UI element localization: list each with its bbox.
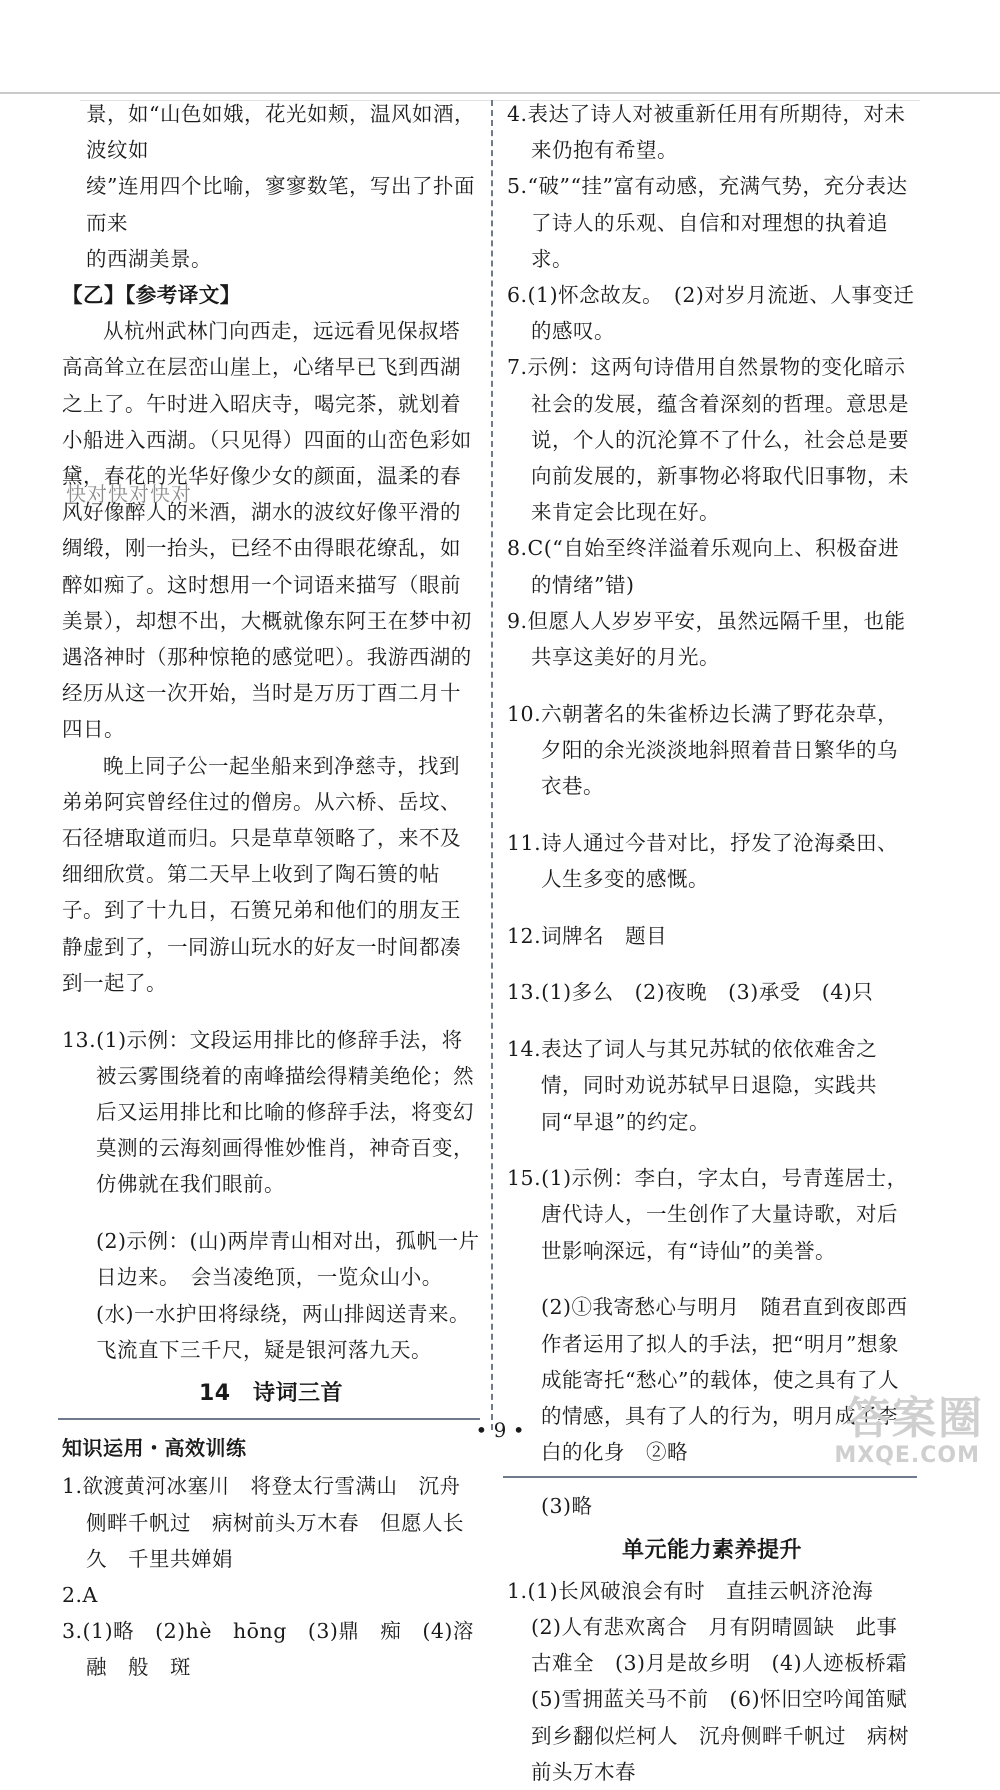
answer-item: 11.诗人通过今昔对比，抒发了沧海桑田、人生多变的感慨。	[507, 830, 899, 892]
answer-item: 6.(1)怀念故友。 (2)对岁月流逝、人事变迁的感叹。	[507, 283, 915, 344]
translation-paragraph: 晚上同子公一起坐船来到净慈寺，找到弟弟阿宾曾经住过的僧房。从六桥、岳坟、石径塘取道而归。只是草草领略了，来不及细细欣赏。第二天早上收到了陶石篑的帖子。到了十九日，石篑兄弟和他们的朋友王静虚到了，一同游山玩水的好友一时间都凑到一起了。	[62, 753, 461, 995]
page-number: • 9 •	[475, 1418, 525, 1442]
unit-title: 单元能力素养提升	[621, 1537, 802, 1563]
q15-part2: (2)①我寄愁心与明月 随君直到夜郎西 作者运用了拟人的手法，把“明月”想象成能寄托“愁心”的载体，使之具有了人的情感，具有了人的行为，明月成了李白的化身 ②略	[541, 1295, 929, 1465]
subheading: 知识运用・高效训练	[62, 1436, 247, 1461]
answer-item: 10.六朝著名的朱雀桥边长满了野花杂草，夕阳的余光淡淡地斜照着昔日繁华的乌衣巷。	[507, 701, 899, 799]
answer-item: 1.(1)长风破浪会有时 直挂云帆济沧海 (2)人有悲欢离合 月有阴晴圆缺 此事古难全 (3)月是故乡明 (4)人迹板桥霜 (5)雪拥蓝关马不前 (6)怀旧空吟闻笛赋 到乡翻似烂柯人 沉舟侧畔千帆过 病树前头万木春	[507, 1578, 929, 1784]
answer-item: 2.A	[62, 1582, 98, 1607]
top-rule	[0, 92, 1000, 94]
intro-line: 景，如“山色如娥，花光如颊，温风如酒，波纹如	[86, 102, 475, 163]
watermark-text: 快对快对快对	[66, 482, 192, 506]
site-logo	[784, 1382, 984, 1472]
section-separator	[503, 1476, 917, 1478]
q13-part2: (2)示例：(山)两岸青山相对出，孤帆一片日边来。 会当凌绝顶，一览众山小。	[96, 1229, 480, 1290]
section-title: 14 诗词三首	[198, 1380, 344, 1406]
q13-part3: (水)一水护田将绿绕，两山排闼送青来。	[96, 1301, 470, 1326]
column-divider	[491, 100, 493, 1430]
right-column	[507, 96, 929, 1790]
answer-item: 7.示例：这两句诗借用自然景物的变化暗示社会的发展，蕴含着深刻的哲理。意思是说，个人的沉沦算不了什么，社会总是要向前发展的，新事物必将取代旧事物，未来肯定会比现在好。	[507, 355, 909, 525]
answer-item: 3.(1)略 (2)hè hōng (3)鼎 痴 (4)溶 融 般 斑	[62, 1619, 495, 1680]
q15-part3: (3)略	[541, 1494, 593, 1519]
intro-line: 的西湖美景。	[86, 246, 212, 271]
answer-item: 8.C(“自始至终洋溢着乐观向上、积极奋进的情绪”错)	[507, 536, 900, 597]
answer-item: 1.欲渡黄河冰塞川 将登太行雪满山 沉舟侧畔千帆过 病树前头万木春 但愿人长久 千里共婵娟	[62, 1474, 464, 1571]
answer-item: 15.(1)示例：李白，字太白，号青莲居士，唐代诗人，一生创作了大量诗歌，对后世影响深远，有“诗仙”的美誉。	[507, 1166, 908, 1263]
logo-text: 答案圈	[846, 1393, 984, 1444]
q13-part1: (1)示例：文段运用排比的修辞手法，将被云雾围绕着的南峰描绘得精美绝伦；然后又运用排比和比喻的修辞手法，将变幻莫测的云海刻画得惟妙惟肖，神奇百变，仿佛就在我们眼前。	[96, 1027, 474, 1197]
answer-item: 5.“破”“挂”富有动感，充满气势，充分表达了诗人的乐观、自信和对理想的执着追求。	[507, 174, 908, 271]
answer-item: 9.但愿人人岁岁平安，虽然远隔千里，也能共享这美好的月光。	[507, 608, 906, 670]
question-number: 13.	[62, 1027, 97, 1052]
answer-item: 13.(1)多么 (2)夜晚 (3)承受 (4)只	[507, 980, 874, 1005]
intro-line: 绫”连用四个比喻，寥寥数笔，写出了扑面而来	[86, 174, 475, 235]
translation-paragraph: 从杭州武林门向西走，远远看见保叔塔高高耸立在层峦山崖上，心绪早已飞到西湖之上了。午时进入昭庆寺，喝完茶，就划着小船进入西湖。（只见得）四面的山峦色彩如黛，春花的光华好像少女的颜面，温柔的春风好像醉人的米酒，湖水的波纹好像平滑的绸缎，刚一抬头，已经不由得眼花缭乱，如醉如痴了。这时想用一个词语来描写（眼前美景），却想不出，大概就像东阿王在梦中初遇洛神时（那种惊艳的感觉吧）。我游西湖的经历从这一次开始，当时是万历丁酉二月十四日。	[62, 319, 472, 742]
answer-item: 14.表达了词人与其兄苏轼的依依难舍之情，同时劝说苏轼早日退隐，实践共同“早退”的约定。	[507, 1037, 878, 1134]
question-13	[62, 1022, 480, 1203]
left-column	[62, 96, 495, 1686]
translation-tag: 【乙】【参考译文】	[62, 283, 241, 308]
logo-url: MXQE.COM	[834, 1443, 980, 1468]
answer-item: 12.词牌名 题目	[507, 923, 668, 948]
q13-part4: 飞流直下三千尺，疑是银河落九天。	[96, 1337, 432, 1362]
answer-item: 4.表达了诗人对被重新任用有所期待，对未来仍抱有希望。	[507, 102, 906, 163]
